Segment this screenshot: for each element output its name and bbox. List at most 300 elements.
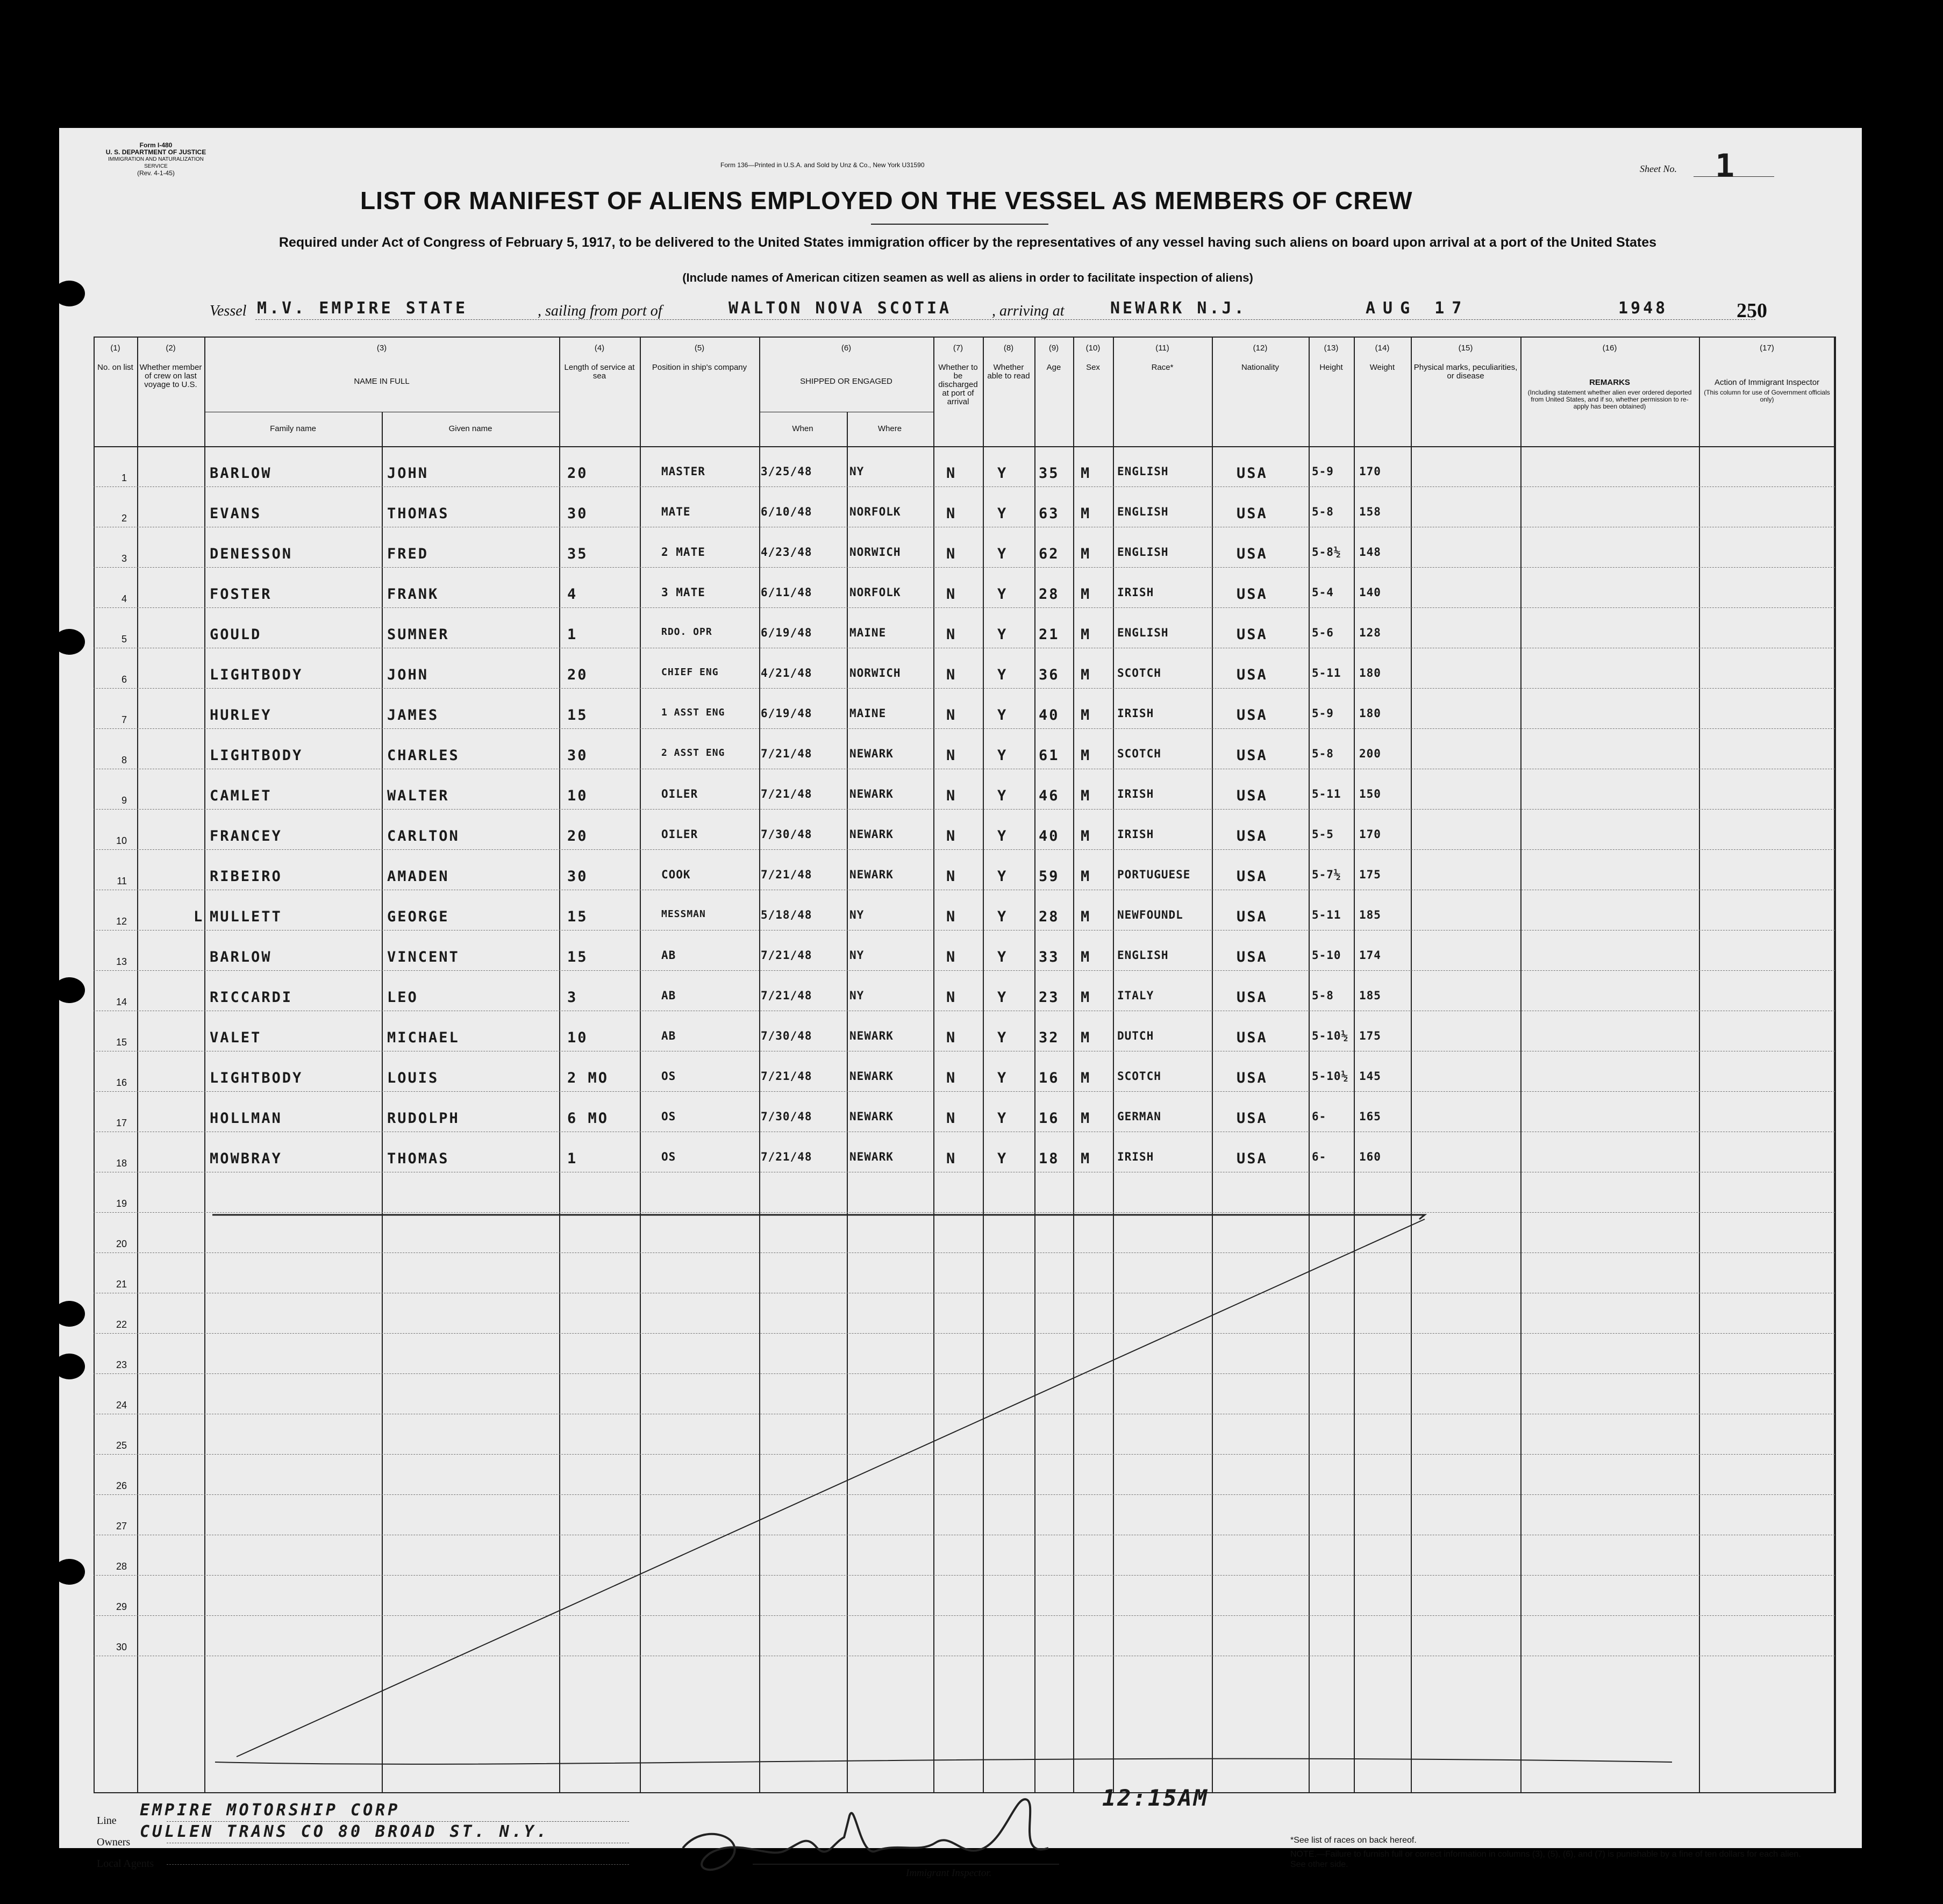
service-name: IMMIGRATION AND NATURALIZATION SERVICE [108,156,204,169]
cell-given: AMADEN [387,868,449,885]
cell-service: 15 [567,707,588,724]
cell-race: ENGLISH [1117,505,1169,518]
cell-weight: 145 [1359,1070,1381,1083]
binder-hole [54,977,85,1003]
inspector-signature [672,1784,1091,1891]
cell-nationality: USA [1237,788,1268,804]
cell-where: NEWARK [849,1070,894,1083]
binder-hole [54,281,85,306]
cell-given: MICHAEL [387,1029,460,1046]
column-number: (1) [110,343,120,353]
cell-family: LIGHTBODY [210,667,303,683]
cell-read: Y [997,586,1008,603]
row-number: 29 [116,1601,127,1612]
cell-discharged: N [946,828,957,844]
cell-given: SUMNER [387,626,449,643]
cell-service: 35 [567,546,588,562]
cell-where: NEWARK [849,1150,894,1163]
subtitle-note: (Include names of American citizen seamen as well as aliens in order to facilitate inspection of aliens) [682,271,1253,284]
cell-age: 33 [1039,949,1060,965]
row-number: 19 [116,1198,127,1209]
cell-where: NEWARK [849,1110,894,1123]
cell-read: Y [997,707,1008,724]
cell-discharged: N [946,868,957,885]
cell-race: ENGLISH [1117,949,1169,962]
cell-height: 5-8 [1312,989,1334,1002]
cell-read: Y [997,505,1008,522]
column-label: Sex [1086,363,1100,372]
row-number: 1 [121,473,127,483]
cell-age: 62 [1039,546,1060,562]
cell-age: 18 [1039,1150,1060,1167]
cell-sex: M [1081,747,1091,764]
cell-nationality: USA [1237,465,1268,482]
cell-read: Y [997,788,1008,804]
column-label: NAME IN FULL [354,377,410,386]
cell-weight: 170 [1359,828,1381,841]
column-sublabel: Family name [270,424,316,433]
cell-given: VINCENT [387,949,460,965]
column-label: SHIPPED OR ENGAGED [800,377,892,386]
cell-family: DENESSON [210,546,293,562]
column-label: Height [1319,363,1343,372]
row-number: 16 [116,1077,127,1088]
cell-service: 4 [567,586,578,603]
cell-where: NEWARK [849,747,894,760]
cell-race: ITALY [1117,989,1154,1002]
cell-prev: L [194,908,204,925]
cell-race: IRISH [1117,828,1154,841]
cell-family: EVANS [210,505,262,522]
cell-given: GEORGE [387,908,449,925]
cell-height: 6- [1312,1110,1327,1123]
cell-age: 21 [1039,626,1060,643]
cell-weight: 128 [1359,626,1381,639]
row-number: 17 [116,1118,127,1128]
arrival-time: 12:15AM [1102,1785,1209,1811]
cell-service: 20 [567,667,588,683]
column-label: REMARKS [1589,378,1630,387]
cell-where: NORFOLK [849,586,901,599]
cell-when: 4/23/48 [761,546,812,559]
column-label: No. on list [97,363,133,372]
cell-read: Y [997,626,1008,643]
cell-height: 5-5 [1312,828,1334,841]
cell-when: 7/21/48 [761,949,812,962]
cell-given: JOHN [387,667,429,683]
column-number: (4) [594,343,605,353]
sheet-number: 1 [1715,147,1738,185]
cell-when: 7/30/48 [761,828,812,841]
agents-label: Local Agents [97,1858,154,1870]
cell-nationality: USA [1237,1110,1268,1127]
cell-given: JAMES [387,707,439,724]
cell-family: MOWBRAY [210,1150,282,1167]
cell-sex: M [1081,788,1091,804]
row-number: 20 [116,1239,127,1249]
cell-race: IRISH [1117,707,1154,720]
column-label: Nationality [1241,363,1280,372]
cell-where: NEWARK [849,828,894,841]
cell-race: NEWFOUNDL [1117,908,1183,921]
cell-age: 46 [1039,788,1060,804]
cell-given: JOHN [387,465,429,482]
cell-position: OILER [661,788,698,800]
cell-discharged: N [946,667,957,683]
cell-position: AB [661,1029,676,1042]
sheet-label: Sheet No. [1640,163,1677,174]
cell-when: 7/21/48 [761,747,812,760]
column-number: (9) [1048,343,1059,353]
page-title: LIST OR MANIFEST OF ALIENS EMPLOYED ON THE VESSEL AS MEMBERS OF CREW [360,187,1413,214]
cell-height: 5-11 [1312,788,1341,800]
cell-family: BARLOW [210,949,272,965]
cell-discharged: N [946,707,957,724]
column-number: (10) [1085,343,1101,353]
cell-discharged: N [946,1110,957,1127]
row-number: 5 [121,634,127,645]
cell-nationality: USA [1237,707,1268,724]
cell-when: 7/21/48 [761,868,812,881]
column-number: (11) [1155,343,1169,353]
cell-when: 5/18/48 [761,908,812,921]
inspector-label: Immigrant Inspector. [906,1867,992,1879]
cell-when: 6/11/48 [761,586,812,599]
column-number: (7) [953,343,963,353]
cell-where: NORWICH [849,667,901,679]
cell-weight: 165 [1359,1110,1381,1123]
column-label: Position in ship's company [652,363,747,372]
cell-when: 7/21/48 [761,1070,812,1083]
row-number: 8 [121,755,127,765]
cell-race: PORTUGUESE [1117,868,1191,881]
cell-nationality: USA [1237,546,1268,562]
column-label: Whether to be discharged at port of arrival [938,363,978,406]
cell-height: 5-8 [1312,747,1334,760]
cell-given: LEO [387,989,418,1006]
cell-discharged: N [946,989,957,1006]
cell-read: Y [997,1070,1008,1086]
cell-service: 1 [567,626,578,643]
cell-service: 30 [567,747,588,764]
arrival-year: 1948 [1618,299,1668,318]
cell-discharged: N [946,586,957,603]
cell-age: 16 [1039,1070,1060,1086]
cell-given: CARLTON [387,828,460,844]
column-note: (This column for use of Government officials only) [1704,389,1830,403]
cell-sex: M [1081,707,1091,724]
cell-given: CHARLES [387,747,460,764]
stamp-number: 250 [1737,299,1767,322]
cell-position: COOK [661,868,691,881]
cell-where: NY [849,949,865,962]
cell-given: THOMAS [387,505,449,522]
row-number: 9 [121,795,127,806]
row-number: 23 [116,1359,127,1370]
binder-hole [54,1354,85,1379]
row-number: 10 [116,835,127,846]
row-number: 21 [116,1279,127,1290]
cell-weight: 140 [1359,586,1381,599]
cell-discharged: N [946,1070,957,1086]
column-sublabel: When [792,424,813,433]
cell-age: 28 [1039,908,1060,925]
cell-position: 3 MATE [661,586,705,599]
cell-race: SCOTCH [1117,667,1161,679]
cell-discharged: N [946,465,957,482]
row-number: 27 [116,1521,127,1531]
cell-nationality: USA [1237,989,1268,1006]
cell-weight: 150 [1359,788,1381,800]
cell-age: 16 [1039,1110,1060,1127]
line-company: EMPIRE MOTORSHIP CORP [140,1801,401,1820]
cell-weight: 170 [1359,465,1381,478]
cell-sex: M [1081,546,1091,562]
column-number: (6) [841,343,852,353]
cell-service: 15 [567,908,588,925]
row-number: 2 [121,513,127,524]
cell-weight: 180 [1359,667,1381,679]
department: U. S. DEPARTMENT OF JUSTICE [105,148,206,156]
cell-sex: M [1081,868,1091,885]
cell-read: Y [997,1150,1008,1167]
cell-read: Y [997,949,1008,965]
row-number: 22 [116,1319,127,1330]
cell-height: 5-10½ [1312,1070,1349,1083]
cell-height: 5-4 [1312,586,1334,599]
column-sublabel: Where [877,424,902,433]
sailing-label: , sailing from port of [538,303,662,319]
cell-weight: 180 [1359,707,1381,720]
column-number: (14) [1375,343,1390,353]
cell-family: FRANCEY [210,828,282,844]
arrival-date: AUG 17 [1366,299,1469,318]
cell-age: 40 [1039,828,1060,844]
cell-family: LIGHTBODY [210,1070,303,1086]
cell-position: MASTER [661,465,705,478]
row-number: 26 [116,1480,127,1491]
binder-hole [54,1301,85,1327]
cell-sex: M [1081,626,1091,643]
cell-read: Y [997,1110,1008,1127]
printer-line: Form 136—Printed in U.S.A. and Sold by Unz & Co., New York U31590 [720,161,925,169]
cell-discharged: N [946,908,957,925]
cell-where: NEWARK [849,788,894,800]
cell-when: 6/19/48 [761,626,812,639]
cell-sex: M [1081,828,1091,844]
cell-sex: M [1081,1150,1091,1167]
cell-sex: M [1081,1110,1091,1127]
cell-read: Y [997,1029,1008,1046]
column-number: (15) [1458,343,1473,353]
cell-race: IRISH [1117,586,1154,599]
cell-service: 20 [567,828,588,844]
row-number: 13 [116,956,127,967]
cell-family: FOSTER [210,586,272,603]
cell-where: MAINE [849,707,887,720]
cell-nationality: USA [1237,908,1268,925]
column-number: (13) [1324,343,1339,353]
cell-sex: M [1081,586,1091,603]
cell-sex: M [1081,908,1091,925]
end-of-list-line [212,1215,1425,1219]
cell-given: THOMAS [387,1150,449,1167]
cell-weight: 158 [1359,505,1381,518]
cell-position: OILER [661,828,698,841]
cell-height: 5-9 [1312,707,1334,720]
cell-race: ENGLISH [1117,626,1169,639]
cell-discharged: N [946,788,957,804]
cell-nationality: USA [1237,667,1268,683]
cell-when: 7/30/48 [761,1110,812,1123]
column-label: Action of Immigrant Inspector [1714,378,1820,387]
cell-nationality: USA [1237,586,1268,603]
owners-label: Owners [97,1836,131,1848]
cell-weight: 160 [1359,1150,1381,1163]
cell-race: SCOTCH [1117,1070,1161,1083]
cell-position: AB [661,989,676,1002]
cell-where: NEWARK [849,1029,894,1042]
cell-discharged: N [946,505,957,522]
cell-when: 7/21/48 [761,1150,812,1163]
cell-when: 7/21/48 [761,788,812,800]
cell-read: Y [997,989,1008,1006]
cell-nationality: USA [1237,1029,1268,1046]
cell-service: 6 MO [567,1110,609,1127]
column-number: (12) [1253,343,1268,353]
cell-race: IRISH [1117,1150,1154,1163]
cell-service: 1 [567,1150,578,1167]
cell-read: Y [997,828,1008,844]
cell-family: BARLOW [210,465,272,482]
cell-height: 5-9 [1312,465,1334,478]
cell-sex: M [1081,1070,1091,1086]
cell-family: HURLEY [210,707,272,724]
cell-where: NY [849,989,865,1002]
cell-position: 2 MATE [661,546,705,559]
column-label: Weight [1369,363,1395,372]
cell-weight: 174 [1359,949,1381,962]
cell-family: CAMLET [210,788,272,804]
strike-lines-svg [59,128,1862,1848]
cell-read: Y [997,667,1008,683]
form-number: Form I-480 [139,141,173,149]
column-label: Race* [1151,363,1174,372]
cell-given: WALTER [387,788,449,804]
cell-discharged: N [946,626,957,643]
vessel-name: M.V. EMPIRE STATE [257,299,468,318]
cell-position: MATE [661,505,691,518]
penalty-note: NOTE.—Failure to furnish full or correct information in columns (3), (5), (6), and (7) is punishable by a fine of ten dollars for each alien. See other side. [1290,1850,1801,1869]
cell-position: AB [661,949,676,962]
cell-when: 3/25/48 [761,465,812,478]
cell-age: 40 [1039,707,1060,724]
cell-race: SCOTCH [1117,747,1161,760]
cell-when: 7/30/48 [761,1029,812,1042]
cell-family: GOULD [210,626,262,643]
cell-position: CHIEF ENG [661,667,719,678]
row-number: 28 [116,1561,127,1572]
cell-age: 28 [1039,586,1060,603]
cell-weight: 175 [1359,868,1381,881]
cell-where: NY [849,908,865,921]
owners-value: CULLEN TRANS CO 80 BROAD ST. N.Y. [140,1822,549,1841]
cell-nationality: USA [1237,949,1268,965]
cell-service: 2 MO [567,1070,609,1086]
cell-family: LIGHTBODY [210,747,303,764]
cell-discharged: N [946,1029,957,1046]
cell-age: 59 [1039,868,1060,885]
bottom-cancel-line [215,1759,1672,1764]
races-note: *See list of races on back hereof. [1290,1836,1417,1845]
cell-nationality: USA [1237,1070,1268,1086]
row-number: 11 [117,876,127,886]
cell-family: MULLETT [210,908,282,925]
cell-where: NORFOLK [849,505,901,518]
cell-read: Y [997,868,1008,885]
row-number: 6 [121,674,127,685]
cell-given: RUDOLPH [387,1110,460,1127]
cell-height: 5-10 [1312,949,1341,962]
cell-nationality: USA [1237,747,1268,764]
cell-age: 35 [1039,465,1060,482]
line-label: Line [97,1815,117,1827]
manifest-sheet [59,128,1862,1879]
cell-position: OS [661,1150,676,1163]
cell-given: LOUIS [387,1070,439,1086]
cell-service: 10 [567,1029,588,1046]
subtitle: Required under Act of Congress of February 5, 1917, to be delivered to the United States immigration officer by the representatives of any vessel having such aliens on board upon arrival at a port of the United States [278,235,1657,250]
column-number: (3) [376,343,387,353]
row-number: 30 [116,1642,127,1652]
cell-height: 5-10½ [1312,1029,1349,1042]
row-number: 24 [116,1400,127,1411]
column-label: Age [1046,363,1061,372]
row-number: 25 [116,1440,127,1451]
cell-weight: 148 [1359,546,1381,559]
cell-age: 23 [1039,989,1060,1006]
row-number: 14 [116,997,127,1007]
column-number: (16) [1602,343,1617,353]
cell-discharged: N [946,546,957,562]
cell-nationality: USA [1237,868,1268,885]
row-number: 3 [121,553,127,564]
cell-family: RICCARDI [210,989,293,1006]
column-number: (5) [694,343,705,353]
vessel-label: Vessel [210,303,247,319]
cell-sex: M [1081,667,1091,683]
port-from: WALTON NOVA SCOTIA [728,299,952,318]
cell-service: 10 [567,788,588,804]
cell-age: 32 [1039,1029,1060,1046]
cell-service: 30 [567,505,588,522]
cell-nationality: USA [1237,626,1268,643]
cell-when: 7/21/48 [761,989,812,1002]
cell-service: 15 [567,949,588,965]
cell-given: FRANK [387,586,439,603]
column-note: (Including statement whether alien ever ordered deported from United States, and if so, whether permission to re-apply has been obtained) [1527,389,1692,410]
cell-nationality: USA [1237,828,1268,844]
cell-read: Y [997,546,1008,562]
cell-sex: M [1081,465,1091,482]
cell-height: 6- [1312,1150,1327,1163]
port-to: NEWARK N.J. [1110,299,1247,318]
cell-age: 36 [1039,667,1060,683]
cell-discharged: N [946,949,957,965]
cell-height: 5-11 [1312,667,1341,679]
cell-read: Y [997,908,1008,925]
cell-sex: M [1081,505,1091,522]
